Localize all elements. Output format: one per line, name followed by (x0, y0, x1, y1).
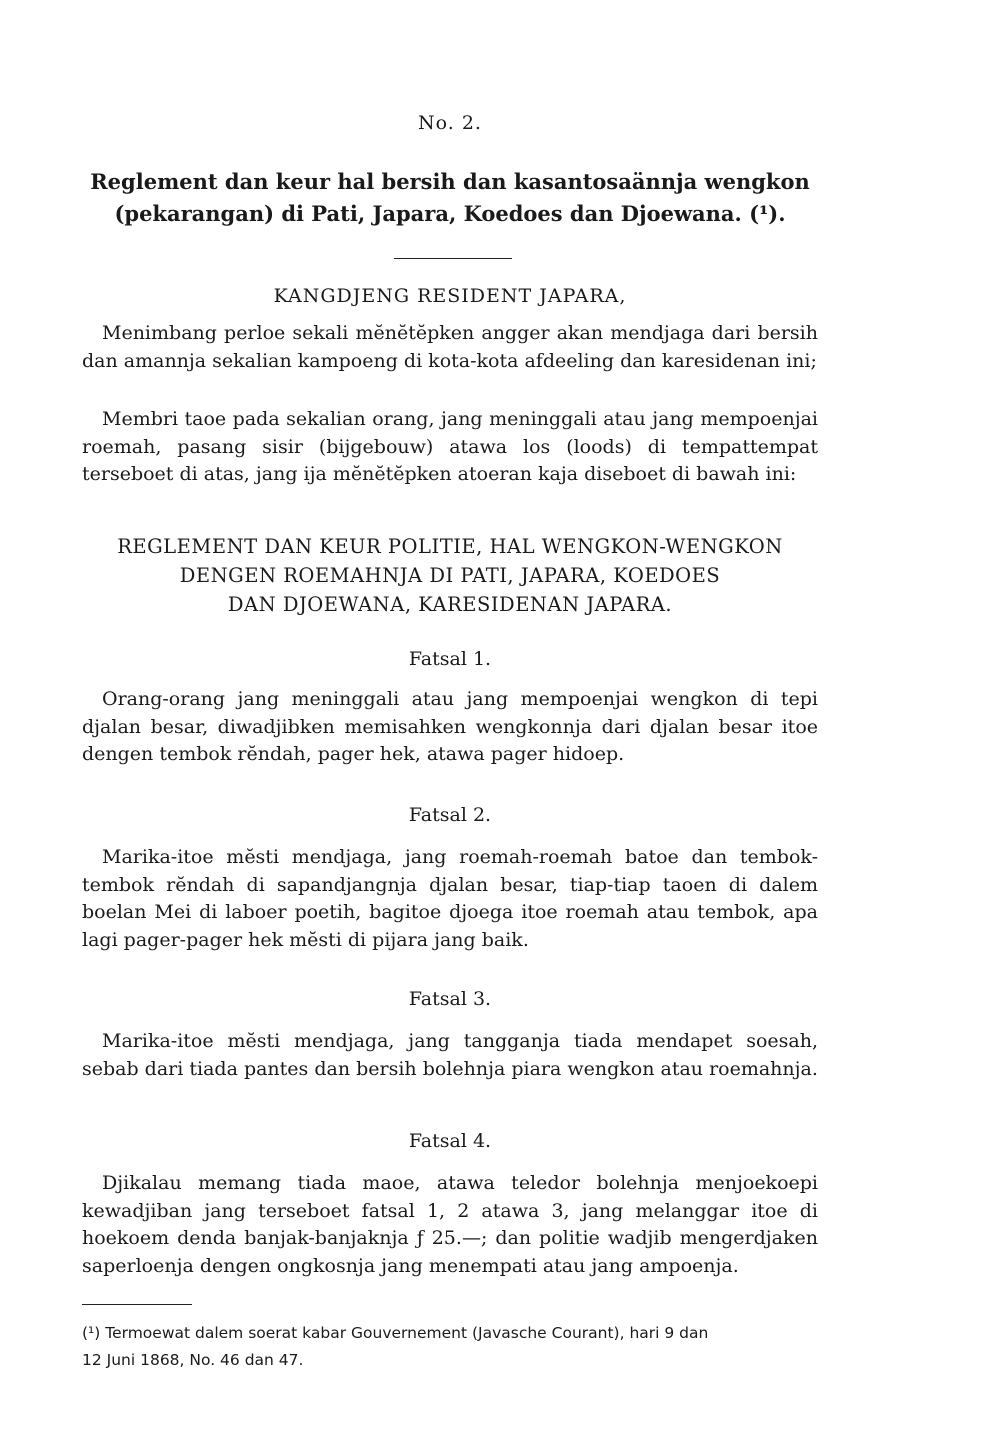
article-1-paragraph (82, 686, 818, 769)
preamble-paragraph-1 (82, 320, 818, 375)
regulation-heading-line-2: DENGEN ROEMAHNJA DI PATI, JAPARA, KOEDOES (179, 564, 721, 587)
footnote-line-1: (¹) Termoewat dalem soerat kabar Gouvernement (Javasche Courant), hari 9 dan (82, 1324, 709, 1342)
regulation-heading-line-3: DAN DJOEWANA, KARESIDENAN JAPARA. (227, 593, 673, 616)
article-3-paragraph (82, 1028, 818, 1083)
article-3-heading: Fatsal 3. (408, 988, 492, 1010)
title-divider (394, 258, 512, 259)
article-3-text: Marika-itoe mĕsti mendjaga, jang tangganja tiada mendapet soesah, sebab dari tiada pantes dan bersih bolehnja piara wengkon atau roemahnja. (82, 1030, 818, 1080)
preamble-1-text: Menimbang perloe sekali mĕnĕtĕpken angger akan mendjaga dari bersih dan amannja sekalian kampoeng di kota-kota afdeeling dan karesidenan ini; (82, 322, 818, 372)
preamble-paragraph-2 (82, 406, 818, 489)
document-number: No. 2. (418, 112, 482, 134)
article-1-heading: Fatsal 1. (408, 648, 492, 670)
article-2-text: Marika-itoe mĕsti mendjaga, jang roemah-roemah batoe dan tembok-tembok rĕndah di sapandjangnja djalan besar, tiap-tiap taoen di dalem boelan Mei di laboer poetih, bagitoe djoega itoe roemah atau tembok, apa lagi pager-pager hek mĕsti di pijara jang baik. (82, 846, 818, 951)
article-4-paragraph (82, 1170, 818, 1280)
article-2-paragraph (82, 844, 818, 954)
title-line-1: Reglement dan keur hal bersih dan kasantosaännja wengkon (90, 169, 810, 194)
authority-heading: KANGDJENG RESIDENT JAPARA, (273, 285, 627, 307)
preamble-2-text: Membri taoe pada sekalian orang, jang meninggali atau jang mempoenjai roemah, pasang sisir (bijgebouw) atawa los (loods) di tempattempat terseboet di atas, jang ija mĕnĕtĕpken atoeran kaja diseboet di bawah ini: (82, 408, 818, 485)
article-4-text: Djikalau memang tiada maoe, atawa teledor bolehnja menjoekoepi kewadjiban jang terseboet fatsal 1, 2 atawa 3, jang melanggar itoe di hoekoem denda banjak-banjaknja ƒ 25.—; dan politie wadjib mengerdjaken saperloenja dengen ongkosnja jang menempati atau jang ampoenja. (82, 1172, 818, 1277)
regulation-heading (82, 532, 818, 619)
article-1-text: Orang-orang jang meninggali atau jang mempoenjai wengkon di tepi djalan besar, diwadjibken memisahken wengkonnja dari djalan besar itoe dengen tembok rĕndah, pager hek, atawa pager hidoep. (82, 688, 818, 765)
article-4-heading: Fatsal 4. (408, 1130, 492, 1152)
footnote (82, 1320, 818, 1374)
document-title (82, 166, 818, 230)
title-line-2: (pekarangan) di Pati, Japara, Koedoes dan Djoewana. (¹). (114, 201, 786, 226)
footnote-divider (82, 1304, 192, 1305)
article-2-heading: Fatsal 2. (408, 804, 492, 826)
footnote-line-2: 12 Juni 1868, No. 46 dan 47. (82, 1351, 304, 1369)
regulation-heading-line-1: REGLEMENT DAN KEUR POLITIE, HAL WENGKON-WENGKON (117, 535, 783, 558)
